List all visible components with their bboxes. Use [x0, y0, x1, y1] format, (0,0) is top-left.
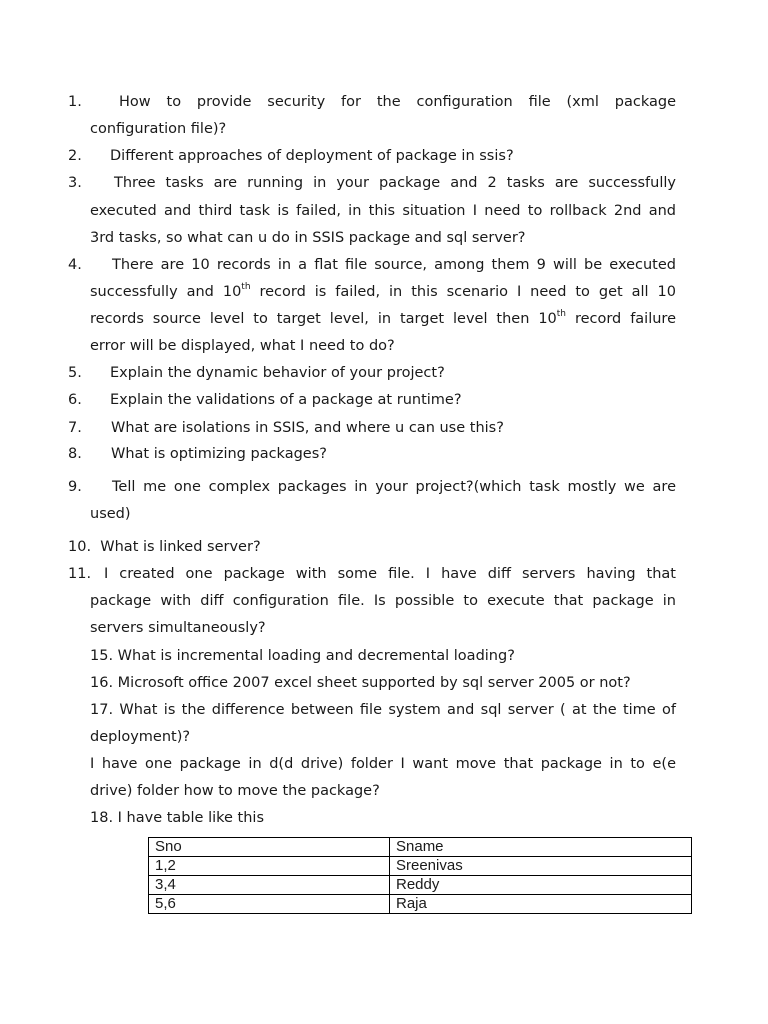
q15-line1: 15. What is incremental loading and decremental loading?: [90, 648, 515, 664]
extra-question-line1: I have one package in d(d drive) folder I want move that package in to e(e: [90, 756, 676, 772]
q4-line4: error will be displayed, what I need to do?: [90, 338, 395, 354]
q18-line1: 18. I have table like this: [90, 810, 264, 826]
q3-line1: Three tasks are running in your package and 2 tasks are successfully: [114, 175, 676, 191]
q11-line1: I created one package with some file. I have diff servers having that: [104, 566, 676, 582]
q7-number: 7.: [68, 420, 82, 436]
q2-line1: Different approaches of deployment of package in ssis?: [110, 148, 514, 164]
q3-line3: 3rd tasks, so what can u do in SSIS package and sql server?: [90, 230, 526, 246]
q11-line3: servers simultaneously?: [90, 620, 266, 636]
q17-line2: deployment)?: [90, 729, 191, 745]
table-cell: Raja: [390, 895, 692, 914]
sno-sname-table: [148, 837, 692, 914]
table-header-cell: Sname: [390, 838, 692, 857]
q3-number: 3.: [68, 175, 82, 191]
q3-line2: executed and third task is failed, in this situation I need to rollback 2nd and: [90, 203, 676, 219]
table-row: [149, 857, 692, 876]
table-row: [149, 876, 692, 895]
q1-line2: configuration file)?: [90, 121, 227, 137]
q11-line2: package with diff configuration file. Is possible to execute that package in: [90, 593, 676, 609]
q1-number: 1.: [68, 94, 82, 110]
table-cell: 3,4: [149, 876, 390, 895]
table-cell: Sreenivas: [390, 857, 692, 876]
table-row: [149, 895, 692, 914]
q5-line1: Explain the dynamic behavior of your project?: [110, 365, 445, 381]
q2-number: 2.: [68, 148, 82, 164]
q4-number: 4.: [68, 257, 82, 273]
q1-line1: How to provide security for the configuration file (xml package: [119, 94, 676, 110]
q4-line1: There are 10 records in a flat file source, among them 9 will be executed: [112, 257, 676, 273]
table-header-cell: Sno: [149, 838, 390, 857]
table-header-row: [149, 838, 692, 857]
table-cell: 1,2: [149, 857, 390, 876]
q11-number: 11.: [68, 566, 92, 582]
q7-line1: What are isolations in SSIS, and where u can use this?: [111, 420, 504, 436]
table-cell: Reddy: [390, 876, 692, 895]
q4-line3: records source level to target level, in target level then 10th record failure: [90, 309, 676, 327]
q9-number: 9.: [68, 479, 82, 495]
q10-line1: 10. What is linked server?: [68, 539, 261, 555]
q16-line1: 16. Microsoft office 2007 excel sheet supported by sql server 2005 or not?: [90, 675, 631, 691]
table-cell: 5,6: [149, 895, 390, 914]
q6-number: 6.: [68, 392, 82, 408]
q4-line2: successfully and 10th record is failed, in this scenario I need to get all 10: [90, 282, 676, 300]
q8-line1: What is optimizing packages?: [111, 446, 327, 462]
q9-line1: Tell me one complex packages in your project?(which task mostly we are: [112, 479, 676, 495]
q8-number: 8.: [68, 446, 82, 462]
extra-question-line2: drive) folder how to move the package?: [90, 783, 380, 799]
q17-line1: 17. What is the difference between file system and sql server ( at the time of: [90, 702, 676, 718]
q5-number: 5.: [68, 365, 82, 381]
q9-line2: used): [90, 506, 131, 522]
q6-line1: Explain the validations of a package at runtime?: [110, 392, 462, 408]
